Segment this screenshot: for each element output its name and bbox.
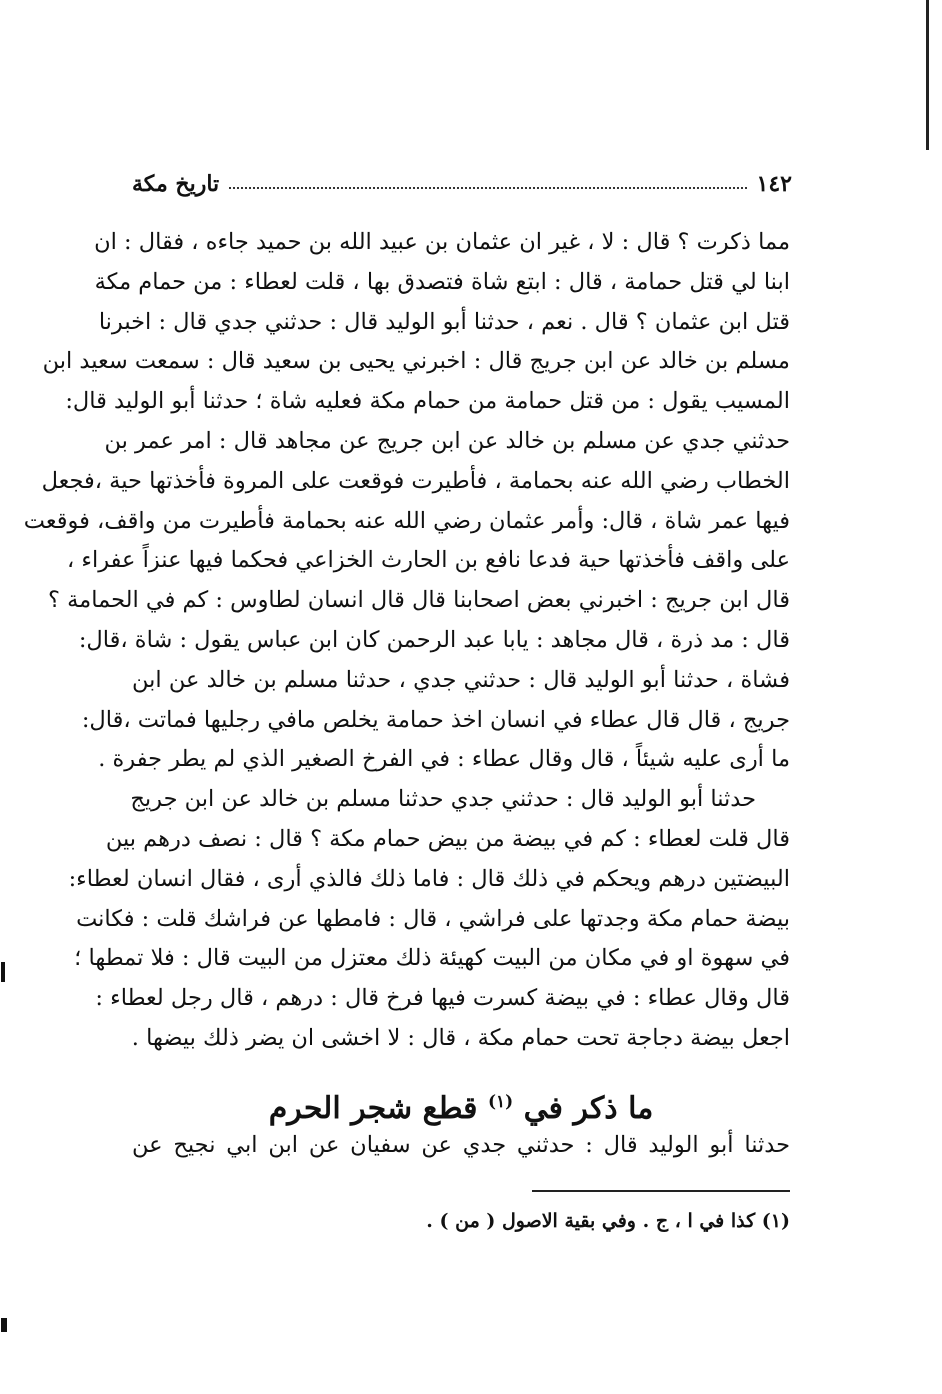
- running-title: تاريخ مكة: [132, 171, 220, 197]
- text-line: جريج ، قال قال عطاء في انسان اخذ حمامة يخلص مافي رجليها فماتت ،قال:: [81, 706, 790, 733]
- text-line: قتل ابن عثمان ؟ قال . نعم ، حدثنا أبو الوليد قال : حدثني جدي قال : اخبرنا: [98, 308, 790, 335]
- text-line: ما أرى عليه شيئاً ، قال وقال عطاء : في الفرخ الصغير الذي لم يطر جفرة .: [98, 746, 790, 773]
- text-line: في سهوة او في مكان من البيت كهيئة ذلك معتزل من البيت قال : فلا تمطها ؛: [74, 945, 790, 972]
- page-edge-rule: [926, 0, 929, 150]
- scan-edge-mark: [1, 962, 5, 982]
- text-line: الخطاب رضي الله عنه بحمامة ، فأطيرت فوقعت على المروة فأخذتها حية ،فجعل: [41, 467, 790, 494]
- footnote-rule: [532, 1190, 790, 1192]
- scan-edge-mark: [1, 1318, 7, 1332]
- text-line: حدثنا أبو الوليد قال : حدثني جدي حدثنا مسلم بن خالد عن ابن جريج: [130, 786, 756, 813]
- text-line: مما ذكرت ؟ قال : لا ، غير ان عثمان بن عبيد الله بن حميد جاءه ، فقال : ان: [94, 229, 790, 255]
- running-head: [132, 168, 792, 200]
- text-line: ابنا لي قتل حمامة ، قال : ابتع شاة فتصدق بها ، قلت لعطاء : من حمام مكة: [94, 268, 790, 295]
- footnote-ref: (١): [487, 1092, 514, 1112]
- text-line: البيضتين درهم ويحكم في ذلك قال : فاما ذلك فالذي أرى ، فقال انسان لعطاء:: [68, 865, 790, 892]
- section-first-line: حدثنا أبو الوليد قال : حدثني جدي عن سفيان عن ابن ابي نجيح عن: [132, 1132, 790, 1158]
- footnote: (١) كذا في ا ، ج . وفي بقية الاصول ( من ) .: [426, 1210, 790, 1232]
- section-title-after: قطع شجر الحرم: [268, 1091, 478, 1126]
- body-text: [23, 223, 790, 1059]
- section-heading: [132, 1080, 790, 1131]
- section-title-before: ما ذكر في: [523, 1091, 654, 1126]
- text-line: فيها عمر شاة ، قال: وأمر عثمان رضي الله عنه بحمامة فأطيرت من واقف، فوقعت: [23, 507, 790, 534]
- text-line: على واقف فأخذتها حية فدعا نافع بن الحارث الخزاعي فحكما فيها عنزاً عفراء ،: [67, 547, 790, 574]
- text-line: اجعل بيضة دجاجة تحت حمام مكة ، قال : لا اخشى ان يضر ذلك بيضها .: [131, 1024, 790, 1051]
- page-number: ١٤٢: [756, 171, 792, 197]
- text-line: قال قلت لعطاء : كم في بيضة من بيض حمام مكة ؟ قال : نصف درهم بين: [105, 825, 790, 852]
- text-line: قال ابن جريج : اخبرني بعض اصحابنا قال قال انسان لطاوس : كم في الحمامة ؟: [48, 587, 790, 614]
- leader-dots: [229, 187, 746, 189]
- text-line: قال : مد ذرة ، قال مجاهد : يابا عبد الرحمن كان ابن عباس يقول : شاة ،قال:: [78, 626, 790, 653]
- text-line: مسلم بن خالد عن ابن جريج قال : اخبرني يحيى بن سعيد قال : سمعت سعيد ابن: [42, 348, 790, 375]
- text-line: المسيب يقول : من قتل حمامة من حمام مكة فعليه شاة ؛ حدثنا أبو الوليد قال:: [65, 388, 790, 415]
- text-line: حدثني جدي عن مسلم بن خالد عن ابن جريج عن مجاهد قال : امر عمر بن: [104, 427, 790, 454]
- text-line: قال وقال عطاء : في بيضة كسرت فيها فرخ قال : درهم ، قال رجل لعطاء :: [95, 985, 790, 1012]
- text-line: فشاة ، حدثنا أبو الوليد قال : حدثني جدي ، حدثنا مسلم بن خالد عن ابن: [132, 666, 790, 693]
- text-line: بيضة حمام مكة وجدتها على فراشي ، قال : فامطها عن فراشك قلت : فكانت: [76, 905, 790, 932]
